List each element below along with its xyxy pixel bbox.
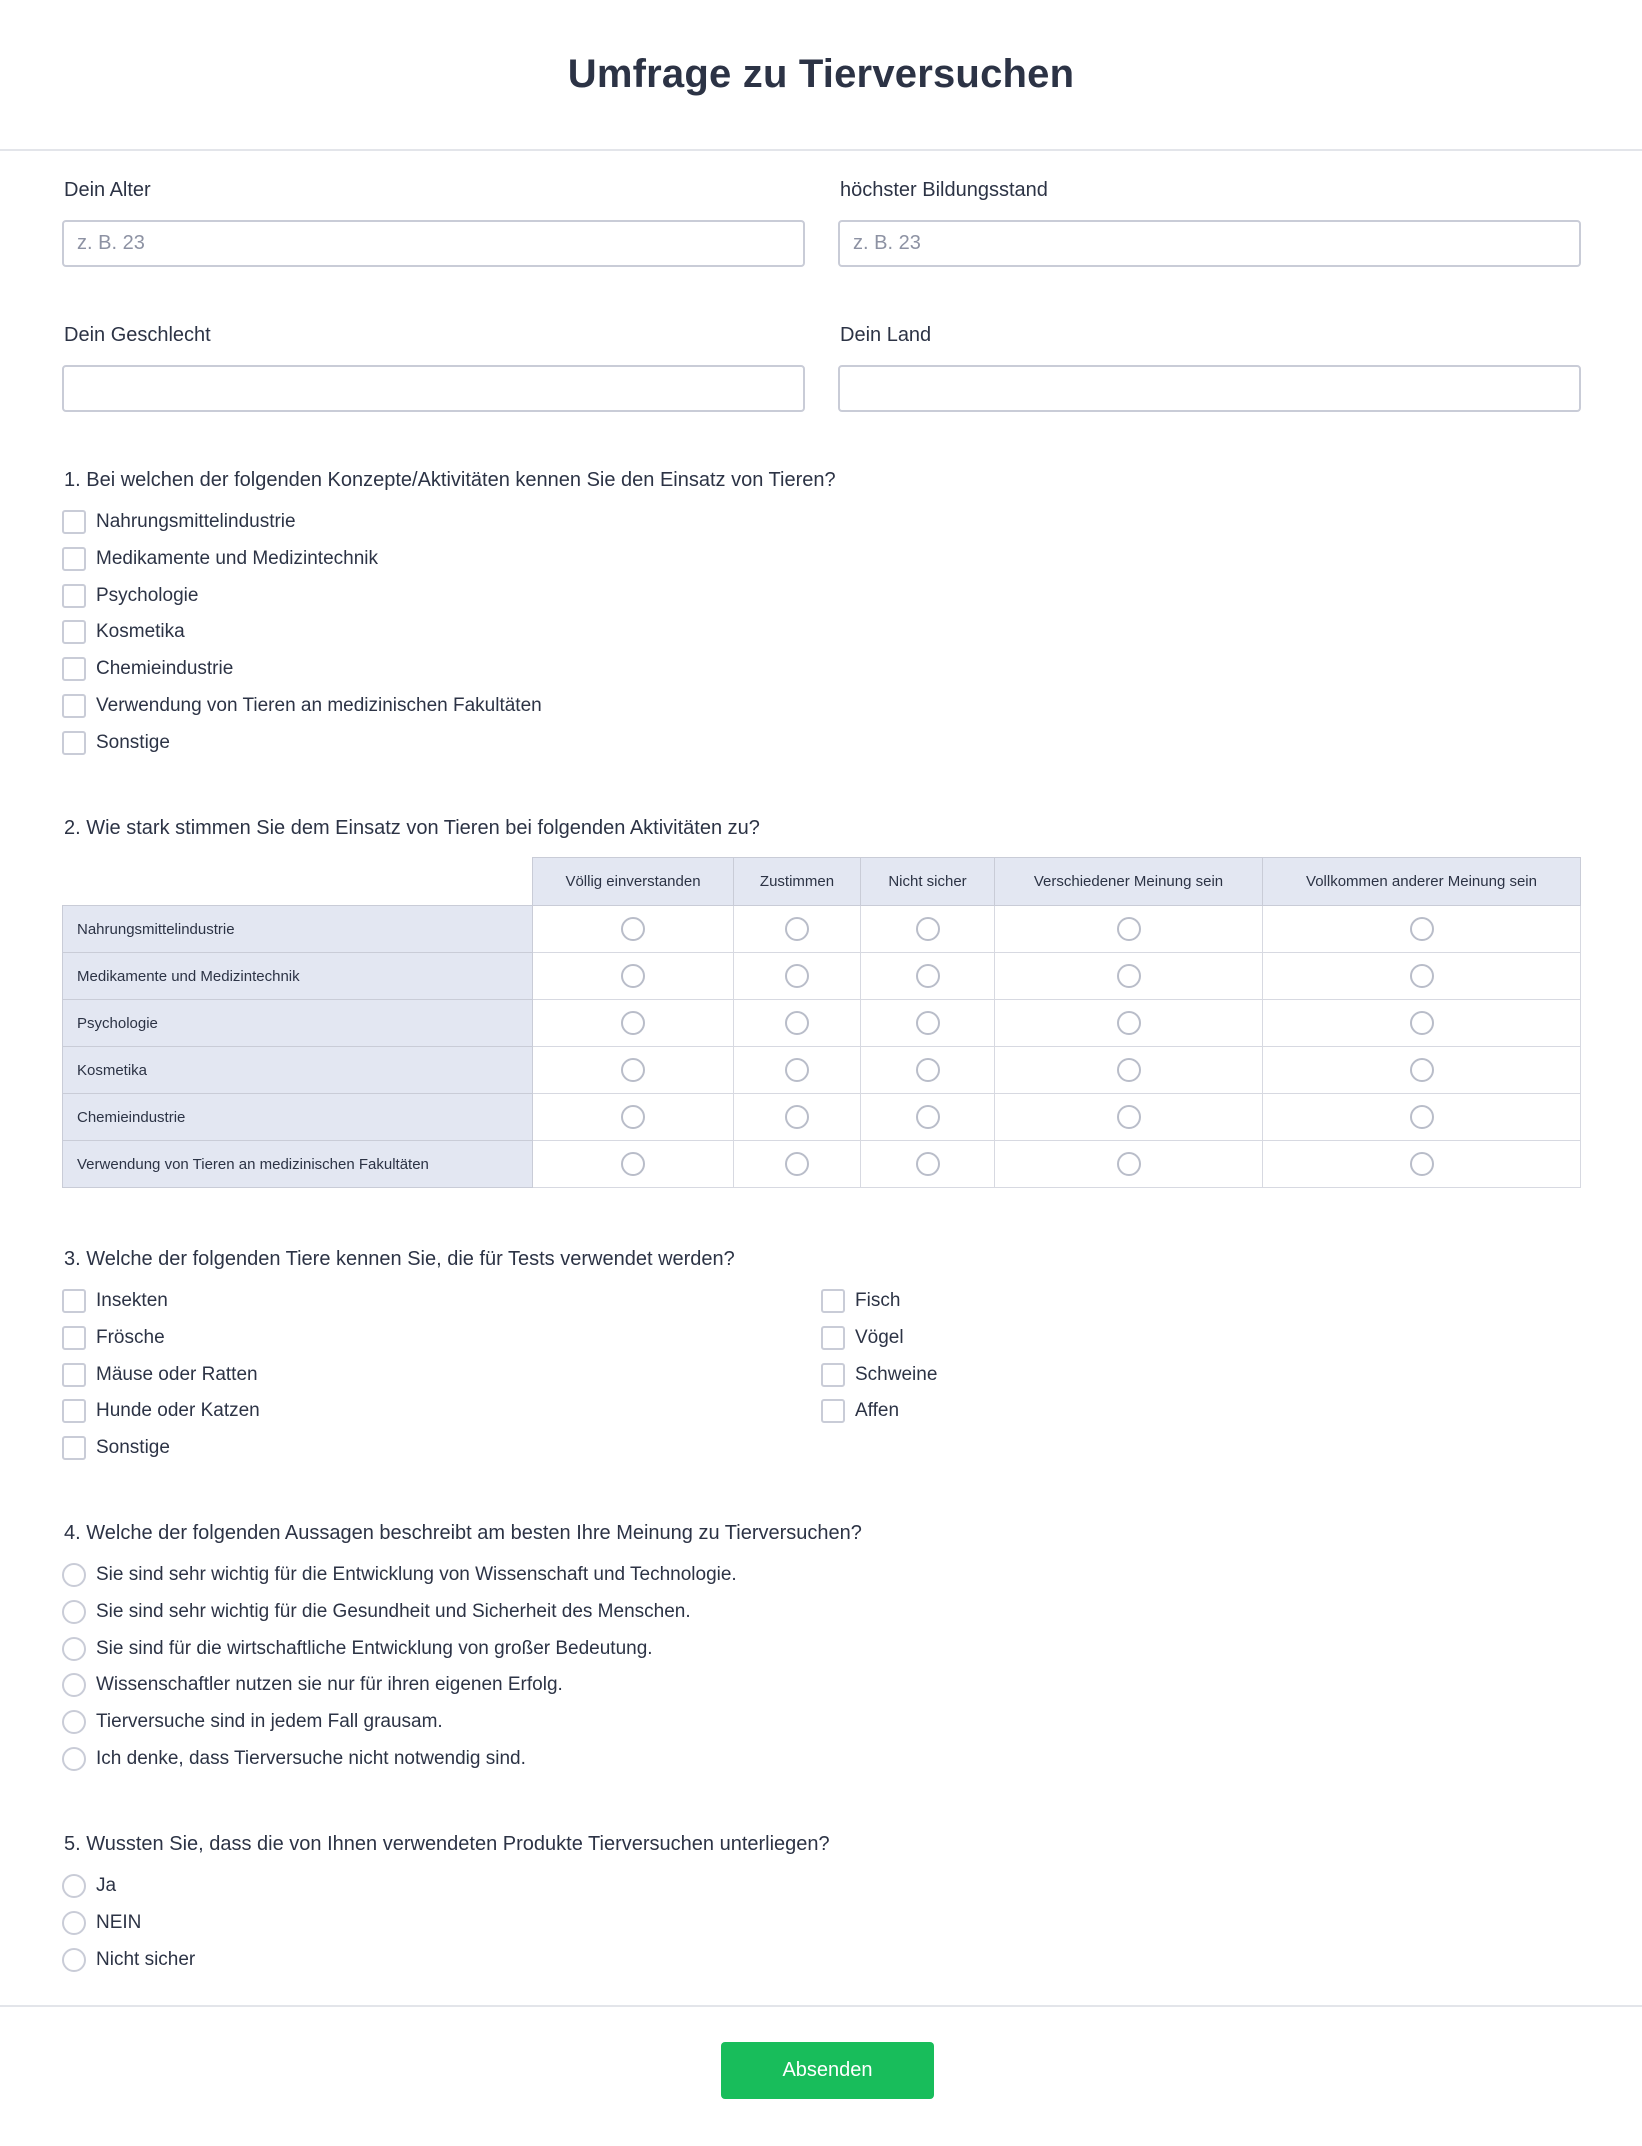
radio-button[interactable] xyxy=(62,1673,86,1697)
q4-option[interactable] xyxy=(62,1599,691,1625)
q1-option[interactable] xyxy=(62,693,542,719)
option-label: Sonstige xyxy=(96,731,170,753)
matrix-cell xyxy=(1263,1000,1581,1047)
gender-label: Dein Geschlecht xyxy=(64,324,211,346)
radio-button[interactable] xyxy=(62,1948,86,1972)
matrix-column-header: Nicht sicher xyxy=(861,858,995,906)
matrix-radio-button[interactable] xyxy=(1117,917,1141,941)
matrix-column-header: Zustimmen xyxy=(734,858,861,906)
matrix-row xyxy=(63,1141,1581,1188)
q3-option[interactable] xyxy=(62,1362,258,1388)
option-label: Mäuse oder Ratten xyxy=(96,1363,258,1385)
q4-option[interactable] xyxy=(62,1746,526,1772)
q4-option[interactable] xyxy=(62,1672,563,1698)
matrix-row-label: Chemieindustrie xyxy=(63,1094,533,1141)
option-label: Medikamente und Medizintechnik xyxy=(96,547,378,569)
q3-option[interactable] xyxy=(62,1435,170,1461)
q3-title: 3. Welche der folgenden Tiere kennen Sie, die für Tests verwendet werden? xyxy=(64,1248,735,1270)
option-label: Tierversuche sind in jedem Fall grausam. xyxy=(96,1711,443,1733)
matrix-row xyxy=(63,1000,1581,1047)
option-label: Sie sind sehr wichtig für die Entwicklung von Wissenschaft und Technologie. xyxy=(96,1564,737,1585)
matrix-row-label: Kosmetika xyxy=(63,1047,533,1094)
q4-option[interactable] xyxy=(62,1636,653,1662)
matrix-row xyxy=(63,1094,1581,1141)
q3-option[interactable] xyxy=(62,1288,168,1314)
matrix-corner xyxy=(63,858,533,906)
checkbox[interactable] xyxy=(62,620,86,644)
option-label: Ja xyxy=(96,1875,117,1896)
matrix-radio-button[interactable] xyxy=(621,1105,645,1129)
q3-option[interactable] xyxy=(62,1398,260,1424)
checkbox[interactable] xyxy=(821,1399,845,1423)
matrix-cell xyxy=(995,1047,1263,1094)
age-label: Dein Alter xyxy=(64,179,151,201)
gender-input[interactable] xyxy=(62,365,805,412)
matrix-cell xyxy=(734,1141,861,1188)
education-input[interactable] xyxy=(838,220,1581,267)
form-header xyxy=(0,0,1642,151)
checkbox[interactable] xyxy=(62,547,86,571)
matrix-radio-button[interactable] xyxy=(785,1011,809,1035)
matrix-radio-button[interactable] xyxy=(621,1152,645,1176)
option-label: Sonstige xyxy=(96,1437,170,1459)
matrix-row-label: Nahrungsmittelindustrie xyxy=(63,906,533,953)
matrix-row xyxy=(63,906,1581,953)
radio-button[interactable] xyxy=(62,1911,86,1935)
matrix-cell xyxy=(1263,953,1581,1000)
q5-option[interactable] xyxy=(62,1910,141,1936)
matrix-radio-button[interactable] xyxy=(1117,1058,1141,1082)
matrix-radio-button[interactable] xyxy=(1117,964,1141,988)
q2-title: 2. Wie stark stimmen Sie dem Einsatz von Tieren bei folgenden Aktivitäten zu? xyxy=(64,817,760,839)
matrix-radio-button[interactable] xyxy=(1410,1058,1434,1082)
option-label: Kosmetika xyxy=(96,621,185,643)
matrix-radio-button[interactable] xyxy=(621,964,645,988)
matrix-cell xyxy=(995,953,1263,1000)
q1-title: 1. Bei welchen der folgenden Konzepte/Aktivitäten kennen Sie den Einsatz von Tieren? xyxy=(64,469,836,491)
option-label: Hunde oder Katzen xyxy=(96,1400,260,1422)
radio-button[interactable] xyxy=(62,1710,86,1734)
option-label: Sie sind für die wirtschaftliche Entwicklung von großer Bedeutung. xyxy=(96,1637,653,1659)
q1-option[interactable] xyxy=(62,656,233,682)
q1-option[interactable] xyxy=(62,509,296,535)
matrix-row-label: Verwendung von Tieren an medizinischen Fakultäten xyxy=(63,1141,533,1188)
q2-matrix xyxy=(62,857,1581,1188)
option-label: Sie sind sehr wichtig für die Gesundheit und Sicherheit des Menschen. xyxy=(96,1600,691,1622)
checkbox[interactable] xyxy=(62,510,86,534)
matrix-radio-button[interactable] xyxy=(916,1105,940,1129)
option-label: Frösche xyxy=(96,1326,165,1348)
option-label: Psychologie xyxy=(96,584,199,606)
radio-button[interactable] xyxy=(62,1747,86,1771)
matrix-radio-button[interactable] xyxy=(785,1152,809,1176)
option-label: Wissenschaftler nutzen sie nur für ihren eigenen Erfolg. xyxy=(96,1674,563,1696)
matrix-radio-button[interactable] xyxy=(1410,1152,1434,1176)
matrix-cell xyxy=(1263,1047,1581,1094)
q5-option[interactable] xyxy=(62,1947,195,1973)
checkbox[interactable] xyxy=(62,1399,86,1423)
checkbox[interactable] xyxy=(62,584,86,608)
matrix-cell xyxy=(995,906,1263,953)
option-label: Fisch xyxy=(855,1290,901,1311)
matrix-radio-button[interactable] xyxy=(1117,1105,1141,1129)
matrix-cell xyxy=(995,1141,1263,1188)
matrix-radio-button[interactable] xyxy=(1117,1152,1141,1176)
radio-button[interactable] xyxy=(62,1600,86,1624)
country-input[interactable] xyxy=(838,365,1581,412)
checkbox[interactable] xyxy=(62,731,86,755)
option-label: Chemieindustrie xyxy=(96,658,234,680)
matrix-cell xyxy=(1263,906,1581,953)
q3-option[interactable] xyxy=(821,1398,899,1424)
matrix-cell xyxy=(861,1000,995,1047)
footer-divider xyxy=(0,2005,1642,2007)
matrix-cell xyxy=(734,953,861,1000)
option-label: Vögel xyxy=(855,1326,904,1348)
matrix-radio-button[interactable] xyxy=(916,1011,940,1035)
q1-option[interactable] xyxy=(62,546,378,572)
submit-button[interactable]: Absenden xyxy=(721,2042,934,2099)
q1-option[interactable] xyxy=(62,730,170,756)
checkbox[interactable] xyxy=(62,1363,86,1387)
age-input[interactable] xyxy=(62,220,805,267)
checkbox[interactable] xyxy=(821,1326,845,1350)
matrix-radio-button[interactable] xyxy=(785,917,809,941)
q4-title: 4. Welche der folgenden Aussagen beschreibt am besten Ihre Meinung zu Tierversuchen? xyxy=(64,1522,862,1544)
matrix-cell xyxy=(734,1047,861,1094)
q3-option[interactable] xyxy=(62,1325,165,1351)
matrix-cell xyxy=(533,1094,734,1141)
matrix-cell xyxy=(533,1141,734,1188)
q4-option[interactable] xyxy=(62,1562,737,1588)
matrix-cell xyxy=(533,906,734,953)
matrix-cell xyxy=(734,1000,861,1047)
q3-option[interactable] xyxy=(821,1325,904,1351)
matrix-radio-button[interactable] xyxy=(916,917,940,941)
matrix-radio-button[interactable] xyxy=(785,964,809,988)
checkbox[interactable] xyxy=(62,694,86,718)
matrix-column-header: Verschiedener Meinung sein xyxy=(995,858,1263,906)
checkbox[interactable] xyxy=(62,657,86,681)
matrix-radio-button[interactable] xyxy=(1410,917,1434,941)
option-label: NEIN xyxy=(96,1911,142,1933)
matrix-radio-button[interactable] xyxy=(1117,1011,1141,1035)
option-label: Schweine xyxy=(855,1363,938,1385)
matrix-column-header: Vollkommen anderer Meinung sein xyxy=(1263,858,1581,906)
matrix-row-label: Psychologie xyxy=(63,1000,533,1047)
matrix-row xyxy=(63,1047,1581,1094)
option-label: Affen xyxy=(855,1400,900,1422)
matrix-radio-button[interactable] xyxy=(785,1105,809,1129)
radio-button[interactable] xyxy=(62,1874,86,1898)
matrix-cell xyxy=(533,1047,734,1094)
matrix-cell xyxy=(861,953,995,1000)
q1-option[interactable] xyxy=(62,583,198,609)
checkbox[interactable] xyxy=(62,1436,86,1460)
matrix-cell xyxy=(995,1094,1263,1141)
q5-option[interactable] xyxy=(62,1873,116,1899)
matrix-radio-button[interactable] xyxy=(1410,1105,1434,1129)
checkbox[interactable] xyxy=(62,1326,86,1350)
q1-option[interactable] xyxy=(62,619,185,645)
matrix-radio-button[interactable] xyxy=(916,964,940,988)
option-label: Verwendung von Tieren an medizinischen Fakultäten xyxy=(96,695,542,716)
option-label: Ich denke, dass Tierversuche nicht notwendig sind. xyxy=(96,1748,526,1769)
option-label: Nicht sicher xyxy=(96,1948,196,1970)
matrix-body xyxy=(63,906,1581,1188)
matrix-radio-button[interactable] xyxy=(1410,964,1434,988)
matrix-radio-button[interactable] xyxy=(621,917,645,941)
matrix-radio-button[interactable] xyxy=(916,1152,940,1176)
matrix-column-header: Völlig einverstanden xyxy=(533,858,734,906)
q4-option[interactable] xyxy=(62,1709,443,1735)
option-label: Insekten xyxy=(96,1290,168,1311)
option-label: Nahrungsmittelindustrie xyxy=(96,511,296,532)
matrix-radio-button[interactable] xyxy=(621,1011,645,1035)
matrix-cell xyxy=(861,1094,995,1141)
checkbox[interactable] xyxy=(821,1289,845,1313)
q3-option[interactable] xyxy=(821,1288,900,1314)
matrix-cell xyxy=(995,1000,1263,1047)
matrix-radio-button[interactable] xyxy=(916,1058,940,1082)
form-title: Umfrage zu Tierversuchen xyxy=(567,52,1075,96)
country-label: Dein Land xyxy=(840,324,932,346)
q5-title: 5. Wussten Sie, dass die von Ihnen verwendeten Produkte Tierversuchen unterliegen? xyxy=(64,1833,830,1855)
radio-button[interactable] xyxy=(62,1637,86,1661)
checkbox[interactable] xyxy=(821,1363,845,1387)
matrix-cell xyxy=(861,906,995,953)
matrix-radio-button[interactable] xyxy=(785,1058,809,1082)
matrix-row-label: Medikamente und Medizintechnik xyxy=(63,953,533,1000)
matrix-radio-button[interactable] xyxy=(621,1058,645,1082)
q3-option[interactable] xyxy=(821,1362,937,1388)
matrix-cell xyxy=(1263,1094,1581,1141)
matrix-cell xyxy=(533,1000,734,1047)
matrix-radio-button[interactable] xyxy=(1410,1011,1434,1035)
education-label: höchster Bildungsstand xyxy=(840,179,1048,201)
matrix-cell xyxy=(734,1094,861,1141)
matrix-cell xyxy=(533,953,734,1000)
matrix-header-row xyxy=(63,858,1581,906)
matrix-cell xyxy=(861,1141,995,1188)
matrix-cell xyxy=(861,1047,995,1094)
matrix-cell xyxy=(734,906,861,953)
matrix-cell xyxy=(1263,1141,1581,1188)
checkbox[interactable] xyxy=(62,1289,86,1313)
radio-button[interactable] xyxy=(62,1563,86,1587)
matrix-row xyxy=(63,953,1581,1000)
